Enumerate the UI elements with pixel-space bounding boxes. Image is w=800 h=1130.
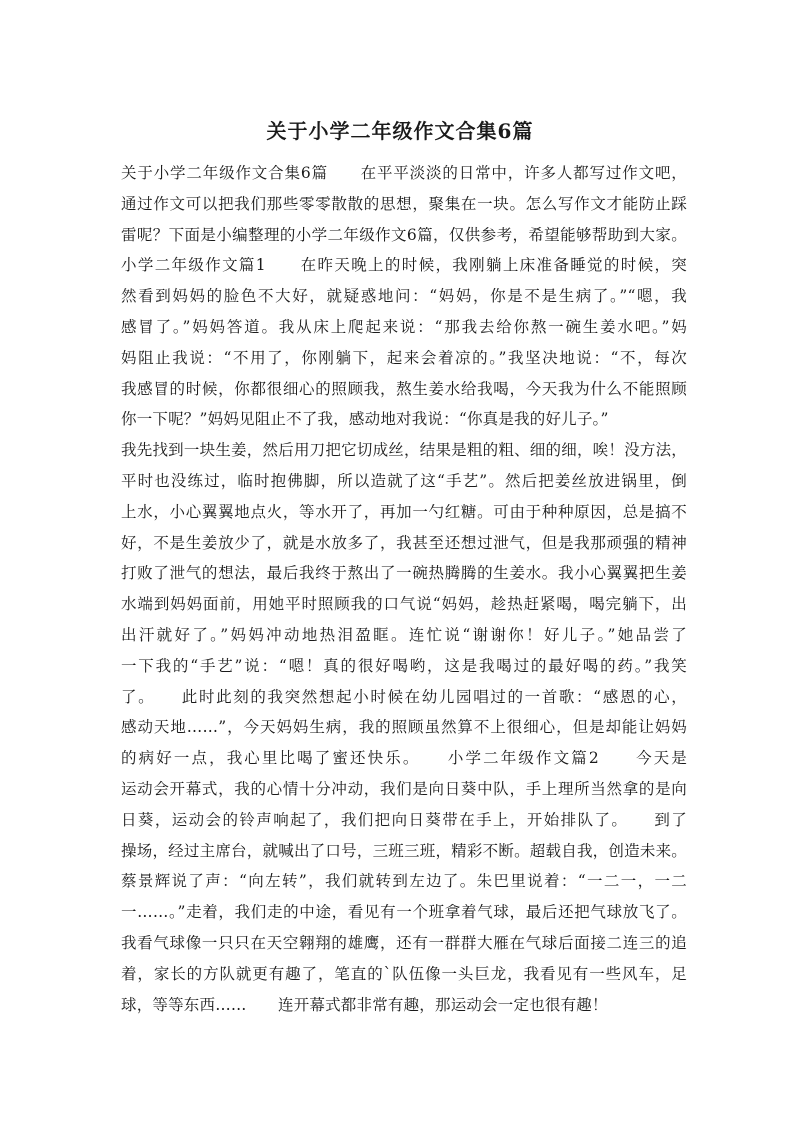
body-line: 小学二年级作文篇1 在昨天晚上的时候，我刚躺上床准备睡觉的时候，突 [121,256,687,275]
body-line: 出汗就好了。”妈妈冲动地热泪盈眶。连忙说“谢谢你！好儿子。”她品尝了 [121,625,687,644]
body-line: 水端到妈妈面前，用她平时照顾我的口气说“妈妈，趁热赶紧喝，喝完躺下，出 [121,595,687,614]
body-line: 平时也没练过，临时抱佛脚，所以造就了这“手艺”。然后把姜丝放进锅里，倒 [121,471,687,490]
body-line: 好，不是生姜放少了，就是水放多了，我甚至还想过泄气，但是我那顽强的精神 [121,533,687,552]
body-line: 上水，小心翼翼地点火，等水开了，再加一勺红糖。可由于种种原因，总是搞不 [121,502,687,521]
body-line: 蔡景辉说了声：“向左转”，我们就转到左边了。朱巴里说着：“一二一，一二 [121,872,687,891]
body-line: 着，家长的方队就更有趣了，笔直的`队伍像一头巨龙，我看见有一些风车，足 [121,964,687,983]
body-line: 球，等等东西…… 连开幕式都非常有趣，那运动会一定也很有趣！ [121,995,608,1014]
body-line: 感动天地……”，今天妈妈生病，我的照顾虽然算不上很细心，但是却能让妈妈 [121,718,687,737]
body-line: 通过作文可以把我们那些零零散散的思想，聚集在一块。怎么写作文才能防止踩 [121,194,687,213]
body-line: 的病好一点，我心里比喝了蜜还快乐。 小学二年级作文篇2 今天是 [121,749,687,768]
body-line: 然看到妈妈的脸色不大好，就疑惑地问：“妈妈，你是不是生病了。”“嗯，我 [121,287,687,306]
body-line: 了。 此时此刻的我突然想起小时候在幼儿园唱过的一首歌：“感恩的心， [121,687,687,706]
body-line: 运动会开幕式，我的心情十分冲动，我们是向日葵中队，手上理所当然拿的是向 [121,779,687,798]
body-line: 我看气球像一只只在天空翱翔的雄鹰，还有一群群大雁在气球后面接二连三的追 [121,933,687,952]
body-line: 我感冒的时候，你都很细心的照顾我，熬生姜水给我喝，今天我为什么不能照顾 [121,379,687,398]
body-line: 打败了泄气的想法，最后我终于熬出了一碗热腾腾的生姜水。我小心翼翼把生姜 [121,564,687,583]
body-line: 雷呢？下面是小编整理的小学二年级作文6篇，仅供参考，希望能够帮助到大家。 [121,225,687,244]
body-line: 你一下呢？”妈妈见阻止不了我，感动地对我说：“你真是我的好儿子。” [121,410,609,429]
body-line: 一……。”走着，我们走的中途，看见有一个班拿着气球，最后还把气球放飞了。 [121,903,687,922]
document-title: 关于小学二年级作文合集6篇 [266,119,534,143]
body-line: 日葵，运动会的铃声响起了，我们把向日葵带在手上，开始排队了。 到了 [121,810,687,829]
document-body [121,158,687,1020]
body-line: 关于小学二年级作文合集6篇 在平平淡淡的日常中，许多人都写过作文吧， [121,164,687,182]
body-line: 一下我的“手艺”说：“嗯！真的很好喝哟，这是我喝过的最好喝的药。”我笑 [121,656,687,675]
body-line: 我先找到一块生姜，然后用刀把它切成丝，结果是粗的粗、细的细，唉！没方法， [121,441,687,460]
body-line: 操场，经过主席台，就喊出了口号，三班三班，精彩不断。超载自我，创造未来。 [121,841,687,860]
body-line: 感冒了。”妈妈答道。我从床上爬起来说：“那我去给你熬一碗生姜水吧。”妈 [121,317,687,336]
body-line: 妈阻止我说：“不用了，你刚躺下，起来会着凉的。”我坚决地说：“不，每次 [121,348,687,367]
